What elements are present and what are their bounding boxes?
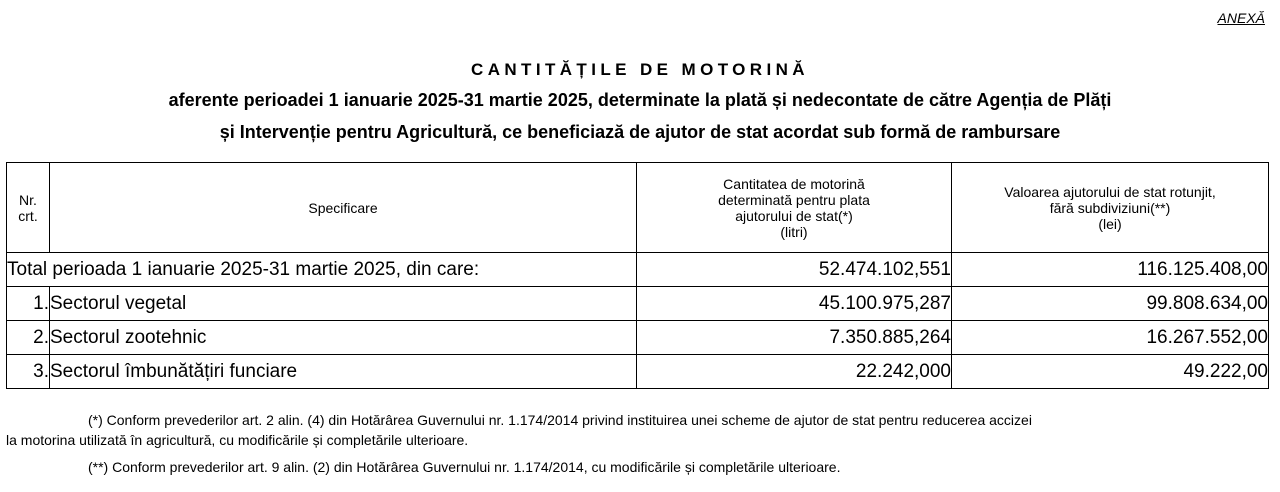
row-nr: 3. xyxy=(7,355,50,389)
total-label: Total perioada 1 ianuarie 2025-31 martie 2025, din care: xyxy=(7,253,637,287)
header-cantitate-line: (litri) xyxy=(780,223,808,240)
header-nr-line: crt. xyxy=(18,207,38,224)
row-nr: 2. xyxy=(7,321,50,355)
row-value: 49.222,00 xyxy=(952,355,1269,389)
header-cantitate-line: determinată pentru plata xyxy=(718,191,870,208)
table-header-row xyxy=(7,163,1269,253)
header-cantitate xyxy=(637,163,952,253)
annex-label: ANEXĂ xyxy=(1217,10,1265,26)
header-valoare-line: Valoarea ajutorului de stat rotunjit, xyxy=(1004,183,1216,200)
row-nr: 1. xyxy=(7,287,50,321)
row-qty: 7.350.885,264 xyxy=(637,321,952,355)
table-row xyxy=(7,355,1269,389)
row-qty: 22.242,000 xyxy=(637,355,952,389)
motorina-table xyxy=(6,162,1269,389)
header-valoare-line: (lei) xyxy=(1098,215,1122,232)
footnote-2 xyxy=(6,457,1272,477)
table-row-total xyxy=(7,253,1269,287)
document-title: CANTITĂȚILE DE MOTORINĂ xyxy=(471,60,809,79)
header-valoare xyxy=(952,163,1269,253)
header-cantitate-line: ajutorului de stat(*) xyxy=(735,207,853,224)
table-row xyxy=(7,321,1269,355)
footnote-1-line-2: la motorina utilizată în agricultură, cu modificările și completările ulterioare. xyxy=(6,432,469,448)
table-row xyxy=(7,287,1269,321)
header-cantitate-line: Cantitatea de motorină xyxy=(723,175,865,192)
total-value: 116.125.408,00 xyxy=(952,253,1269,287)
row-spec: Sectorul vegetal xyxy=(50,287,637,321)
header-valoare-line: fără subdiviziuni(**) xyxy=(1049,199,1171,216)
header-specificare: Specificare xyxy=(50,163,637,253)
footnote-1 xyxy=(6,410,1272,450)
subtitle-line-1: aferente perioadei 1 ianuarie 2025-31 martie 2025, determinate la plată și nedecontate de către Agenția de Plăți xyxy=(168,90,1112,110)
row-qty: 45.100.975,287 xyxy=(637,287,952,321)
total-qty: 52.474.102,551 xyxy=(637,253,952,287)
footnote-1-line-1: (*) Conform prevederilor art. 2 alin. (4) din Hotărârea Guvernului nr. 1.174/2014 privind instituirea unei scheme de ajutor de stat pentru reducerea accizei xyxy=(88,412,1032,428)
row-value: 99.808.634,00 xyxy=(952,287,1269,321)
row-spec: Sectorul zootehnic xyxy=(50,321,637,355)
row-spec: Sectorul îmbunătățiri funciare xyxy=(50,355,637,389)
footnote-2-text: (**) Conform prevederilor art. 9 alin. (2) din Hotărârea Guvernului nr. 1.174/2014, cu modificările și completările ulterioare. xyxy=(88,459,841,475)
subtitle-line-2: și Intervenție pentru Agricultură, ce beneficiază de ajutor de stat acordat sub formă de rambursare xyxy=(219,122,1061,142)
header-nr-crt xyxy=(7,163,50,253)
header-nr-line: Nr. xyxy=(19,191,37,208)
row-value: 16.267.552,00 xyxy=(952,321,1269,355)
